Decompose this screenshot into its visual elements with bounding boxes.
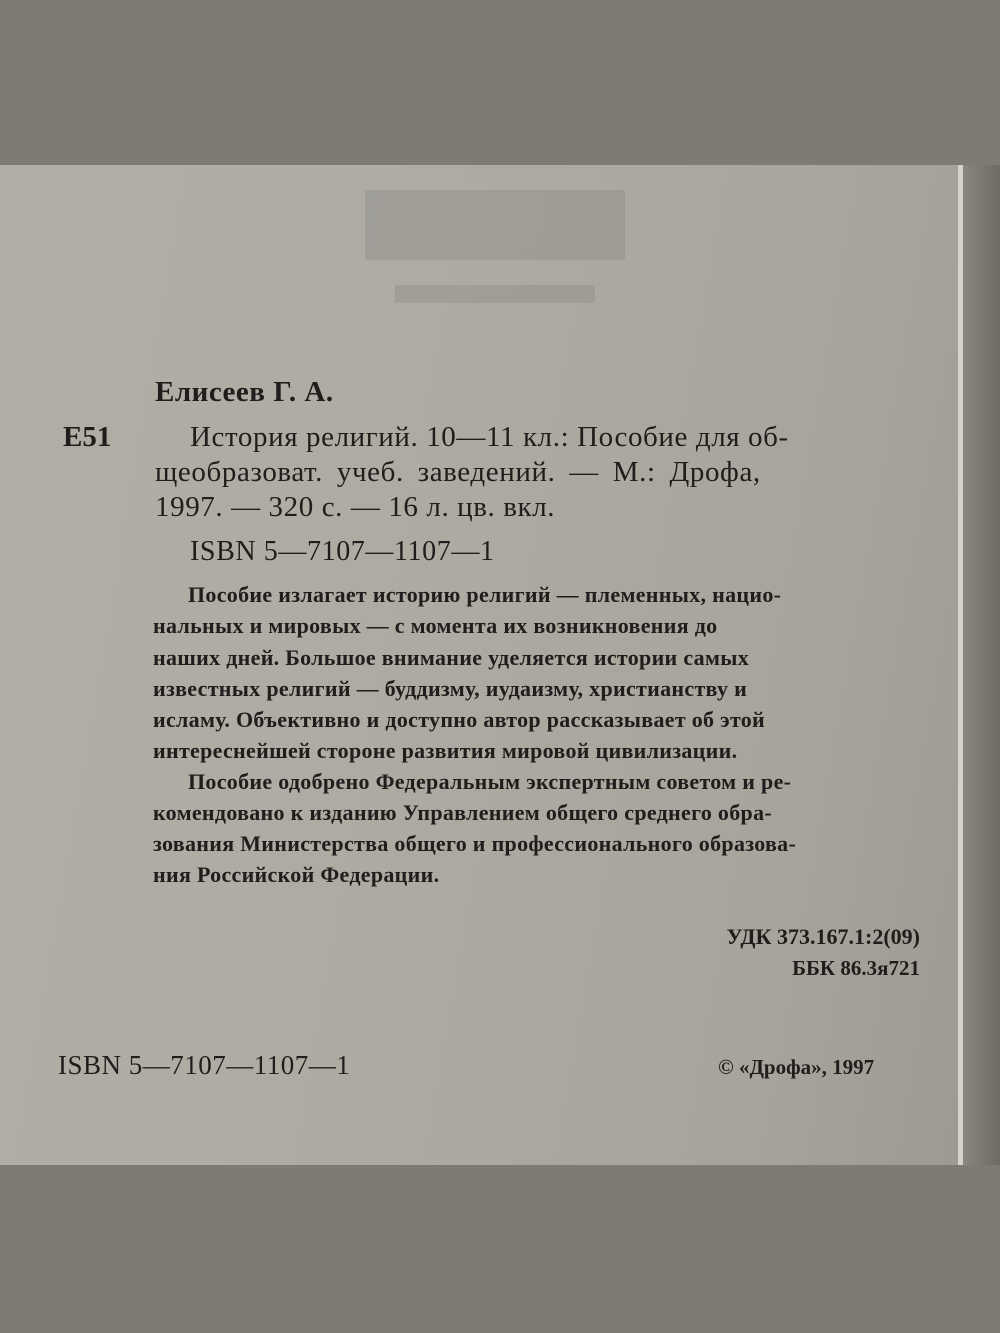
isbn-record: ISBN 5—7107—1107—1 (190, 536, 495, 567)
annotation-line: Пособие одобрено Федеральным экспертным советом и ре- (188, 769, 792, 794)
bbk-index: ББК 86.3я721 (792, 956, 920, 980)
annotation-line: комендовано к изданию Управлением общего среднего обра- (153, 800, 772, 825)
book-spine (963, 165, 1000, 1165)
annotation-line: зования Министерства общего и профессионального образова- (153, 831, 797, 856)
bibliography-line: щеобразоват. учеб. заведений. — М.: Дрофа, (155, 456, 761, 488)
classification-code: Е51 (63, 421, 112, 453)
annotation-line: интереснейшей стороне развития мировой цивилизации. (153, 738, 738, 763)
annotation-line: известных религий — буддизму, иудаизму, христианству и (153, 676, 748, 701)
footer-isbn: ISBN 5—7107—1107—1 (58, 1050, 351, 1080)
annotation-line: нальных и мировых — с момента их возникновения до (153, 613, 718, 638)
show-through-print (365, 190, 625, 310)
author-name: Елисеев Г. А. (155, 376, 334, 408)
udk-index: УДК 373.167.1:2(09) (726, 924, 920, 949)
bibliography-line: История религий. 10—11 кл.: Пособие для об- (190, 421, 789, 453)
annotation-line: Пособие излагает историю религий — племенных, нацио- (188, 582, 782, 607)
annotation-line: наших дней. Большое внимание уделяется истории самых (153, 645, 750, 670)
bibliography-line: 1997. — 320 с. — 16 л. цв. вкл. (155, 491, 556, 523)
annotation-line: ния Российской Федерации. (153, 862, 440, 887)
copyright-notice: © «Дрофа», 1997 (718, 1055, 875, 1079)
annotation-line: исламу. Объективно и доступно автор рассказывает об этой (153, 707, 766, 732)
